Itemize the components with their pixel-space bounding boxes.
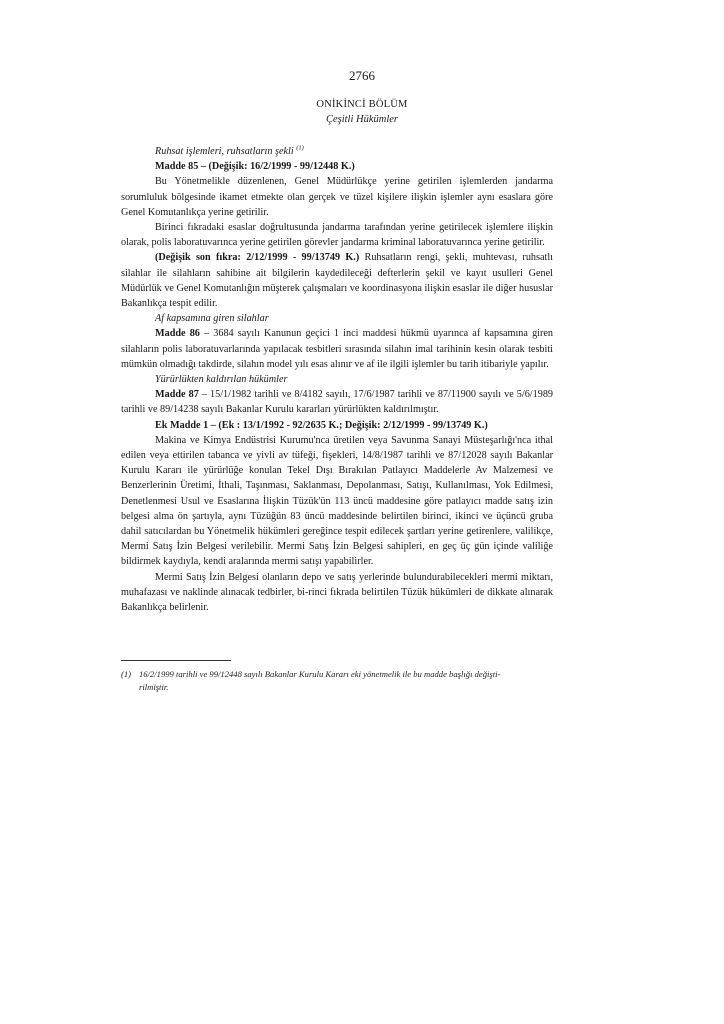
section-heading-af: Af kapsamına giren silahlar: [155, 313, 269, 325]
article-85-paragraph-2: Birinci fıkradaki esaslar doğrultusunda jandarma tarafından yerine getirilecek işlemlere ilişkin olarak, polis laboratuvarınca yerine getirilen görevler jandarma kriminal laboratuvarınca yerine getirilir.: [121, 222, 553, 249]
footnote-text-continued: rilmiştir.: [139, 682, 169, 692]
footnote: [121, 668, 553, 694]
chapter-subtitle: Çeşitli Hükümler: [325, 114, 399, 125]
article-85-paragraph-3: (Değişik son fıkra: 2/12/1999 - 99/13749 K.) Ruhsatların rengi, şekli, muhtevası, ruhsatlı silahlar ile silahların sahibine ait bilgilerin kaydedileceği defterlerin şekil ve kayıt usulleri Genel Müdürlük ve Genel Komutanlığın müşterek çalışmaları ve koordinasyona ilişkin esaslar ile diğer hususlar Bakanlıkça tespit edilir.: [121, 252, 553, 310]
section-heading-yururluk: Yürürlükten kaldırılan hükümler: [155, 374, 288, 386]
article-86: Madde 86 – 3684 sayılı Kanunun geçici 1 inci maddesi hükmü uyarınca af kapsamına giren silahların polis laboratuvarlarında yapılacak tesbitleri sırasında silahın imal tarihinin kesin olarak tesbiti mümkün olmadığı takdirde, silahın model yılı esas alınır ve af ile ilgili işlemler bu tarih itibariyle yapılır.: [121, 328, 553, 370]
footnote-text: 16/2/1999 tarihli ve 99/12448 sayılı Bakanlar Kurulu Kararı eki yönetmelik ile bu madde başlığı değişti-: [139, 669, 501, 679]
footnote-number: (1): [121, 669, 132, 679]
additional-article-1-paragraph-1: Makina ve Kimya Endüstrisi Kurumu'nca üretilen veya Savunma Sanayi Müsteşarlığı'nca ithal edilen veya ettirilen tabanca ve yivli av tüfeği, fişekleri, 14/8/1987 tarihli ve 87/12028 sayılı Bakanlar Kurulu Kararı ile yürürlüğe konulan Tekel Dışı Bırakılan Patlayıcı Maddelerle Av Malzemesi ve Benzerlerinin Üretimi, İthali, Taşınması, Saklanması, Depolanması, Satışı, Kullanılması, Yok Edilmesi, Denetlenmesi Usul ve Esaslarına İlişkin Tüzük'ün 113 üncü maddesine göre patlayıcı madde satış izin belgesi alma ön şartıyla, aynı Tüzüğün 83 üncü maddesinde belirtilen birinci, ikinci ve üçüncü gruba dahil satıcılardan bu Yönetmelik hükümleri gereğince tespit edilecek şartları yerine getirenlere, valilikçe, Mermi Satış İzin Belgesi verilebilir. Mermi Satış İzin Belgesi sahipleri, en geç üç gün içinde valiliğe bildirmek kaydıyla, kendi aralarında mermi satışı yapabilirler.: [121, 434, 553, 568]
article-87-label: Madde 87: [155, 389, 199, 401]
chapter-title: ONİKİNCİ BÖLÜM: [316, 99, 408, 110]
article-85-title: Madde 85 – (Değişik: 16/2/1999 - 99/12448 K.): [155, 161, 355, 173]
footnote-ref: (1): [296, 144, 304, 152]
page-number: 2766: [349, 68, 375, 83]
article-87: Madde 87 – 15/1/1982 tarihli ve 8/4182 sayılı, 17/6/1987 tarihli ve 87/11900 sayılı ve 5/6/1989 tarihli ve 89/14238 sayılı Bakanlar Kurulu kararları yürürlükten kaldırılmıştır.: [121, 389, 554, 416]
footnote-divider: [121, 660, 231, 661]
additional-article-1-title: Ek Madde 1 – (Ek : 13/1/1992 - 92/2635 K.; Değişik: 2/12/1999 - 99/13749 K.): [155, 419, 488, 431]
additional-article-1-paragraph-2: Mermi Satış İzin Belgesi olanların depo ve satış yerlerinde bulundurabilecekleri mermi miktarı, muhafazası ve naklinde alınacak tedbirler, bi-rinci fıkrada belirtilen Tüzük hükümleri de dikkate alınarak Bakanlıkça belirlenir.: [121, 571, 553, 614]
document-body: [121, 144, 553, 615]
amendment-note: (Değişik son fıkra: 2/12/1999 - 99/13749 K.): [155, 252, 360, 264]
section-heading-ruhsat: Ruhsat işlemleri, ruhsatların şekli $^{(1)}$: [155, 144, 304, 157]
article-86-label: Madde 86: [155, 328, 200, 340]
article-85-paragraph-1: Bu Yönetmelikle düzenlenen, Genel Müdürlükçe yerine getirilen işlemlerden jandarma sorumluluk bölgesinde ikamet etmekte olan gerçek ve tüzel kişilere ilişkin işlemler aynı esaslara göre Genel Komutanlıkça yerine getirilir.: [121, 176, 553, 218]
